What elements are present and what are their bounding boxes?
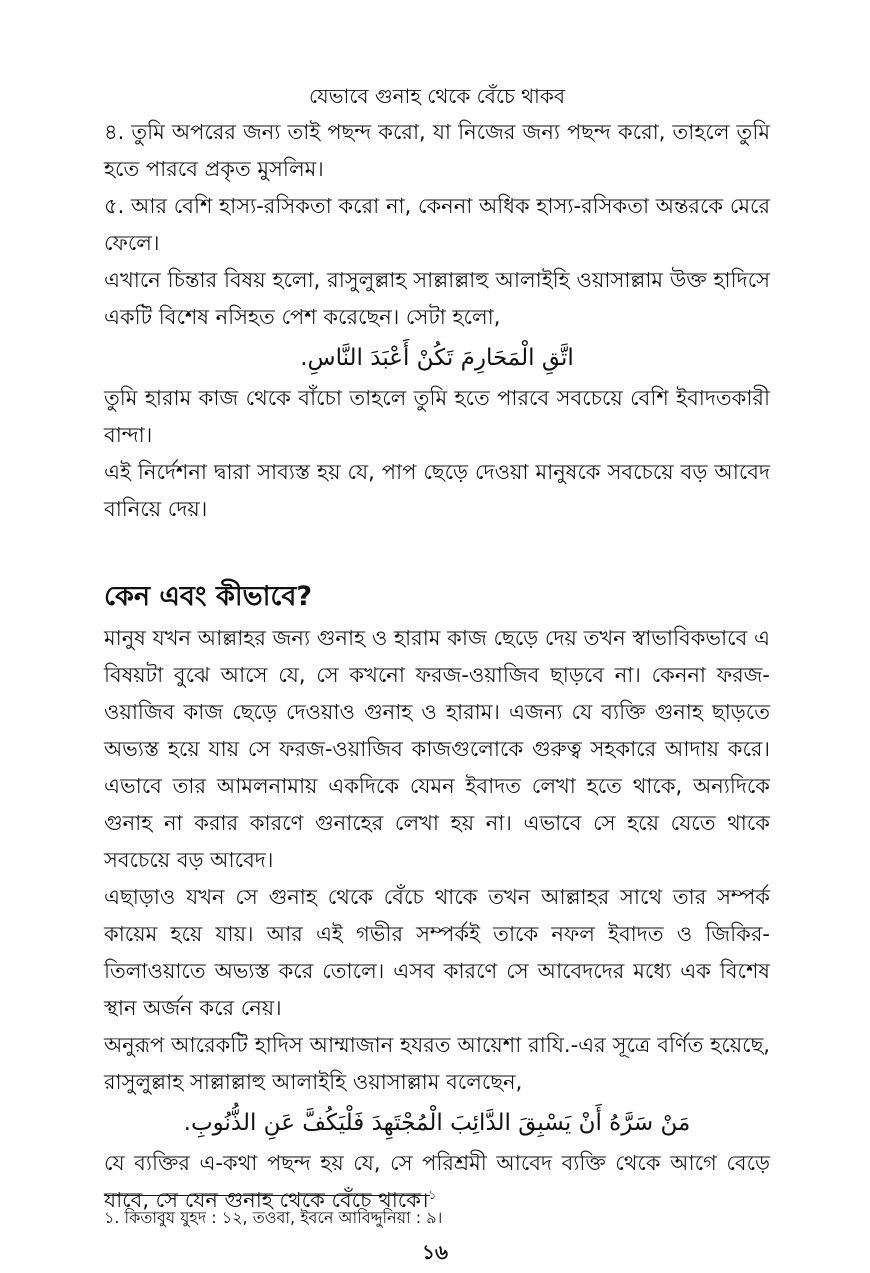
paragraph-conclusion: এই নির্দেশনা দ্বারা সাব্যস্ত হয় যে, পাপ ছেড়ে দেওয়া মানুষকে সবচেয়ে বড় আবেদ বানিয়ে দেয়। xyxy=(104,460,770,521)
arabic-hadith-2: مَنْ سَرَّهُ أَنْ يَسْبِقَ الدَّائِبَ الْمُجْتَهِدَ فَلْيَكُفَّ عَنِ الذُّنُوبِ. xyxy=(183,1110,691,1136)
paragraph-section-1: মানুষ যখন আল্লাহর জন্য গুনাহ ও হারাম কাজ ছেড়ে দেয় তখন স্বাভাবিকভাবে এ বিষয়টা বুঝে আসে যে, সে কখনো ফরজ-ওয়াজিব ছাড়বে না। কেননা ফরজ-ওয়াজিব কাজ ছেড়ে দেওয়াও গুনাহ ও হারাম। এজন্য যে ব্যক্তি গুনাহ ছাড়তে অভ্যস্ত হয়ে যায় সে ফরজ-ওয়াজিব কাজগুলোকে গুরুত্ব সহকারে আদায় করে। এভাবে তার আমলনামায় একদিকে যেমন ইবাদত লেখা হতে থাকে, অন্যদিকে গুনাহ না করার কারণে গুনাহের লেখা হয় না। এভাবে সে হয়ে যেতে থাকে সবচেয়ে বড় আবেদ। xyxy=(104,626,770,872)
footnote: ১. কিতাবুয যুহদ : ১২, তওবা, ইবনে আবিদ্দুনিয়া : ৯। xyxy=(104,1208,443,1227)
arabic-hadith-1: اتَّقِ الْمَحَارِمَ تَكُنْ أَعْبَدَ النَّاسِ. xyxy=(300,345,574,371)
paragraph-section-2: এছাড়াও যখন সে গুনাহ থেকে বেঁচে থাকে তখন আল্লাহর সাথে তার সম্পর্ক কায়েম হয়ে যায়। আর এই গভীর সম্পর্কই তাকে নফল ইবাদত ও জিকির-তিলাওয়াতে অভ্যস্ত করে তোলে। এসব কারণে সে আবেদদের মধ্যে এক বিশেষ স্থান অর্জন করে নেয়। xyxy=(104,885,770,1020)
footnote-marker: ১ xyxy=(428,1188,437,1202)
paragraph-translation-1: তুমি হারাম কাজ থেকে বাঁচো তাহলে তুমি হতে পারবে সবচেয়ে বেশি ইবাদতকারী বান্দা। xyxy=(104,386,770,447)
translation-2-text: যে ব্যক্তির এ-কথা পছন্দ হয় যে, সে পরিশ্রমী আবেদ ব্যক্তি থেকে আগে বেড়ে যাবে, সে যেন গুনাহ থেকে বেঁচে থাকে। xyxy=(104,1151,770,1212)
paragraph-point-4: ৪. তুমি অপরের জন্য তাই পছন্দ করো, যা নিজের জন্য পছন্দ করো, তাহলে তুমি হতে পারবে প্রকৃত মুসলিম। xyxy=(104,120,770,181)
paragraph-point-5: ৫. আর বেশি হাস্য-রসিকতা করো না, কেননা অধিক হাস্য-রসিকতা অন্তরকে মেরে ফেলে। xyxy=(104,194,770,255)
footnote-divider xyxy=(104,1195,430,1196)
running-head: যেভাবে গুনাহ থেকে বেঁচে থাকব xyxy=(309,84,565,108)
paragraph-reflection: এখানে চিন্তার বিষয় হলো, রাসুলুল্লাহ সাল্লাল্লাহু আলাইহি ওয়াসাল্লাম উক্ত হাদিসে একটি বিশেষ নসিহত পেশ করেছেন। সেটা হলো, xyxy=(104,268,770,329)
section-heading: কেন এবং কীভাবে? xyxy=(104,581,313,612)
page-body xyxy=(104,80,770,1219)
paragraph-section-3: অনুরূপ আরেকটি হাদিস আম্মাজান হযরত আয়েশা রাযি.-এর সূত্রে বর্ণিত হয়েছে, রাসুলুল্লাহ সাল্লাল্লাহু আলাইহি ওয়াসাল্লাম বলেছেন, xyxy=(104,1033,770,1094)
page-number: ১৬ xyxy=(422,1240,448,1264)
